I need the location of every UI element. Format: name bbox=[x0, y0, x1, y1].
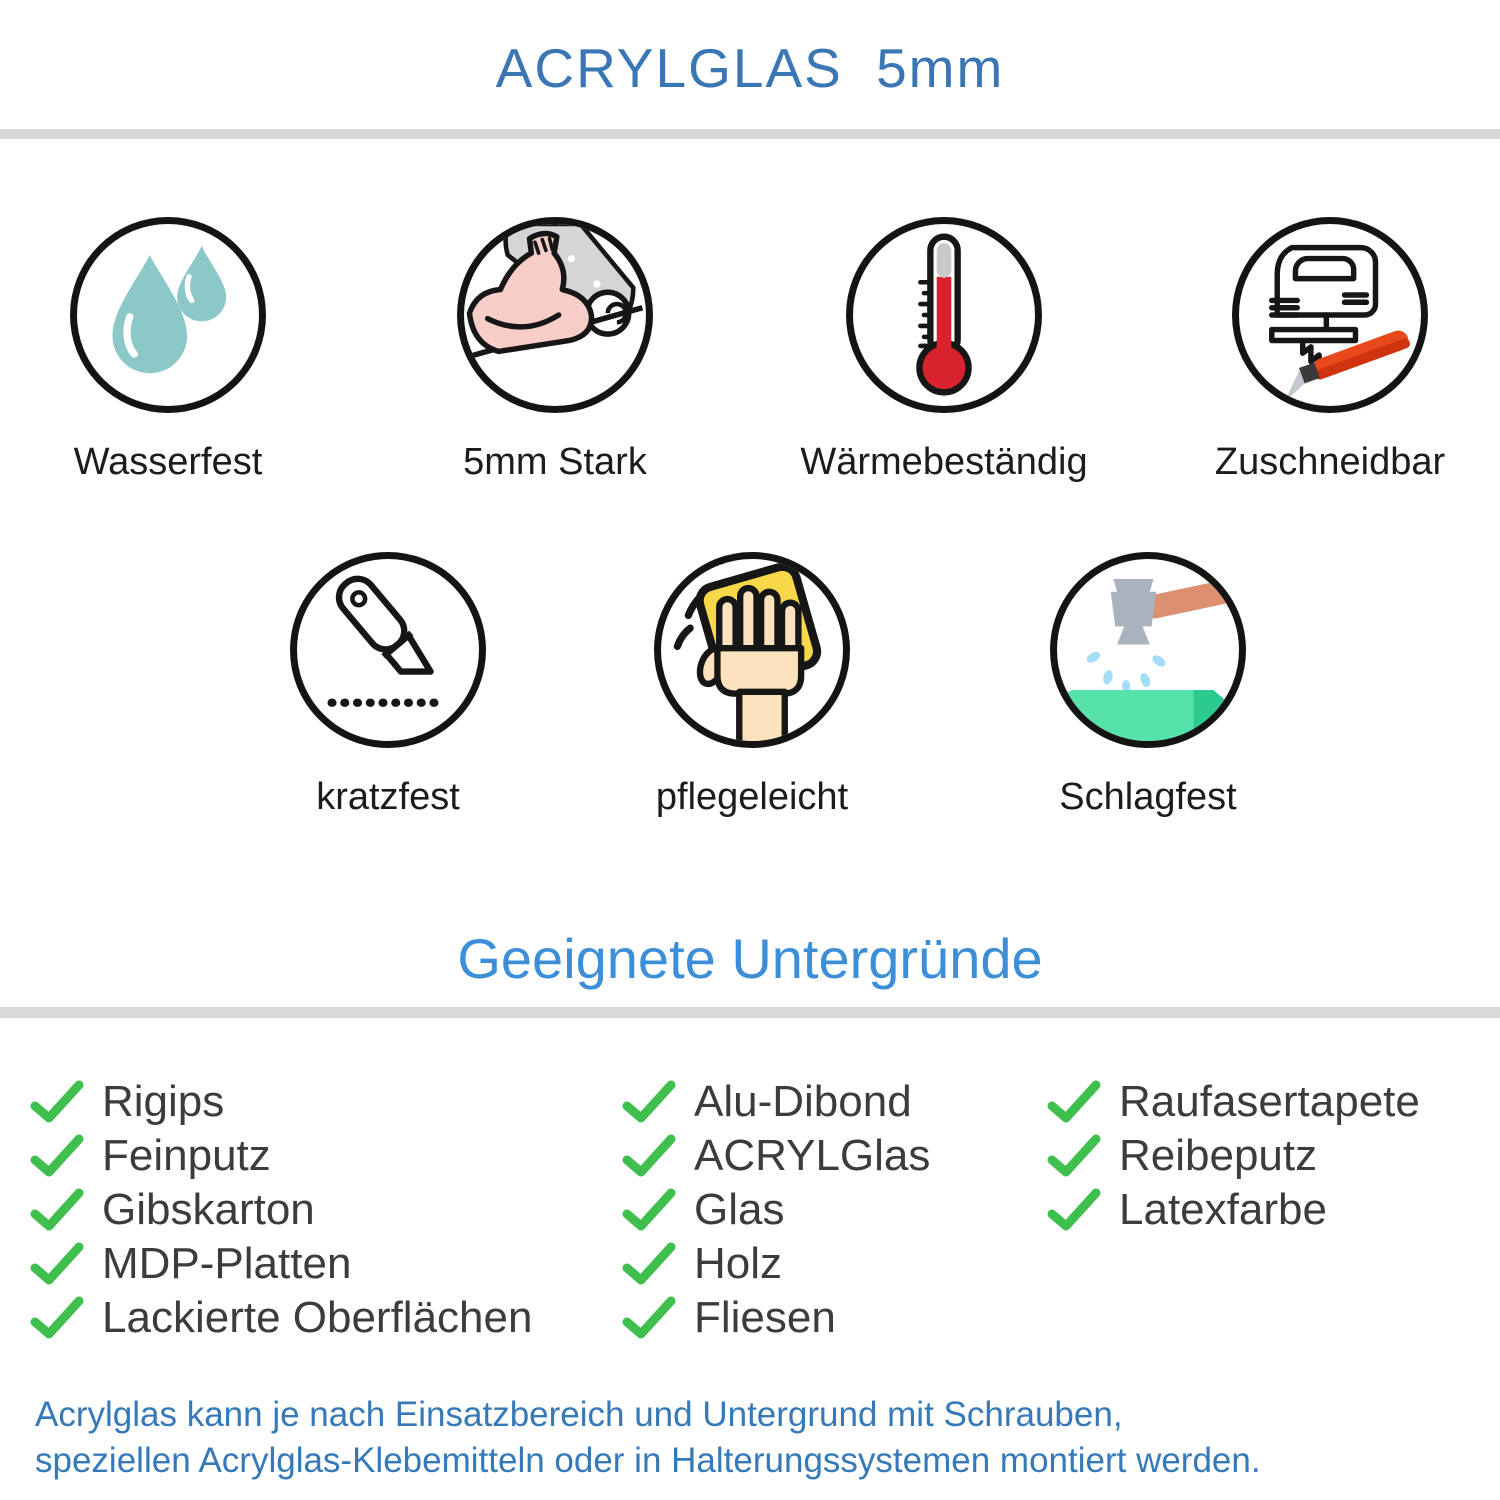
list-item bbox=[1047, 1129, 1420, 1183]
feature-label: Wasserfest bbox=[73, 441, 263, 483]
list-item bbox=[30, 1237, 532, 1291]
list-item bbox=[1047, 1075, 1420, 1129]
checkmark-icon bbox=[1047, 1080, 1101, 1124]
substrates-heading: Geeignete Untergründe bbox=[457, 927, 1043, 990]
substrates-column-2 bbox=[622, 1075, 930, 1345]
item-label: Latexfarbe bbox=[1119, 1185, 1327, 1234]
item-label: Alu-Dibond bbox=[694, 1077, 912, 1126]
hammer-icon bbox=[1050, 552, 1246, 748]
footer-note-line1: Acrylglas kann je nach Einsatzbereich und Untergrund mit Schrauben, bbox=[35, 1395, 1123, 1434]
substrates-column-3 bbox=[1047, 1075, 1420, 1237]
item-label: Lackierte Oberflächen bbox=[102, 1293, 533, 1342]
divider-bar-middle bbox=[0, 1007, 1500, 1018]
list-item bbox=[30, 1183, 532, 1237]
checkmark-icon bbox=[622, 1242, 676, 1286]
list-item bbox=[622, 1291, 930, 1345]
item-label: Rigips bbox=[102, 1077, 225, 1126]
checkmark-icon bbox=[1047, 1188, 1101, 1232]
feature-label: Schlagfest bbox=[1059, 776, 1237, 818]
checkmark-icon bbox=[30, 1134, 84, 1178]
list-item bbox=[30, 1129, 532, 1183]
item-label: MDP-Platten bbox=[102, 1239, 352, 1288]
checkmark-icon bbox=[30, 1080, 84, 1124]
feature-tile-cuttable bbox=[1160, 217, 1500, 484]
list-item bbox=[1047, 1183, 1420, 1237]
feature-tile-strength bbox=[385, 217, 725, 484]
divider-bar-top bbox=[0, 129, 1500, 139]
footer-note-line2: speziellen Acrylglas-Klebemitteln oder in Halterungssystemen montiert werden. bbox=[35, 1441, 1261, 1480]
checkmark-icon bbox=[622, 1296, 676, 1340]
feature-label: kratzfest bbox=[316, 776, 460, 818]
feature-label: Zuschneidbar bbox=[1214, 441, 1446, 483]
list-item bbox=[30, 1291, 532, 1345]
footer-note bbox=[35, 1392, 1261, 1484]
feature-tile-impactproof bbox=[978, 552, 1318, 819]
feature-tile-heat bbox=[774, 217, 1114, 484]
feature-label: 5mm Stark bbox=[463, 441, 647, 483]
jigsaw-icon bbox=[1232, 217, 1428, 413]
item-label: Holz bbox=[694, 1239, 783, 1288]
item-label: ACRYLGlas bbox=[694, 1131, 931, 1180]
checkmark-icon bbox=[622, 1134, 676, 1178]
list-item bbox=[622, 1183, 930, 1237]
item-label: Fliesen bbox=[694, 1293, 836, 1342]
feature-tile-waterproof bbox=[0, 217, 338, 484]
list-item bbox=[30, 1075, 532, 1129]
water-drops-icon bbox=[70, 217, 266, 413]
item-label: Feinputz bbox=[102, 1131, 271, 1180]
page-title: ACRYLGLAS 5mm bbox=[495, 37, 1005, 99]
feature-tile-scratchproof bbox=[218, 552, 558, 819]
hand-cloth-icon bbox=[654, 552, 850, 748]
checkmark-icon bbox=[1047, 1134, 1101, 1178]
substrates-column-1 bbox=[30, 1075, 532, 1345]
item-label: Raufasertapete bbox=[1119, 1077, 1420, 1126]
list-item bbox=[622, 1237, 930, 1291]
item-label: Reibeputz bbox=[1119, 1131, 1318, 1180]
feature-tile-easycare bbox=[582, 552, 922, 819]
item-label: Gibskarton bbox=[102, 1185, 315, 1234]
checkmark-icon bbox=[30, 1242, 84, 1286]
checkmark-icon bbox=[622, 1080, 676, 1124]
checkmark-icon bbox=[30, 1296, 84, 1340]
thermometer-icon bbox=[846, 217, 1042, 413]
utility-knife-icon bbox=[290, 552, 486, 748]
checkmark-icon bbox=[30, 1188, 84, 1232]
feature-label: Wärmebeständig bbox=[800, 441, 1088, 483]
item-label: Glas bbox=[694, 1185, 785, 1234]
list-item bbox=[622, 1129, 930, 1183]
flexed-arm-icon bbox=[457, 217, 653, 413]
list-item bbox=[622, 1075, 930, 1129]
checkmark-icon bbox=[622, 1188, 676, 1232]
feature-label: pflegeleicht bbox=[655, 776, 849, 818]
